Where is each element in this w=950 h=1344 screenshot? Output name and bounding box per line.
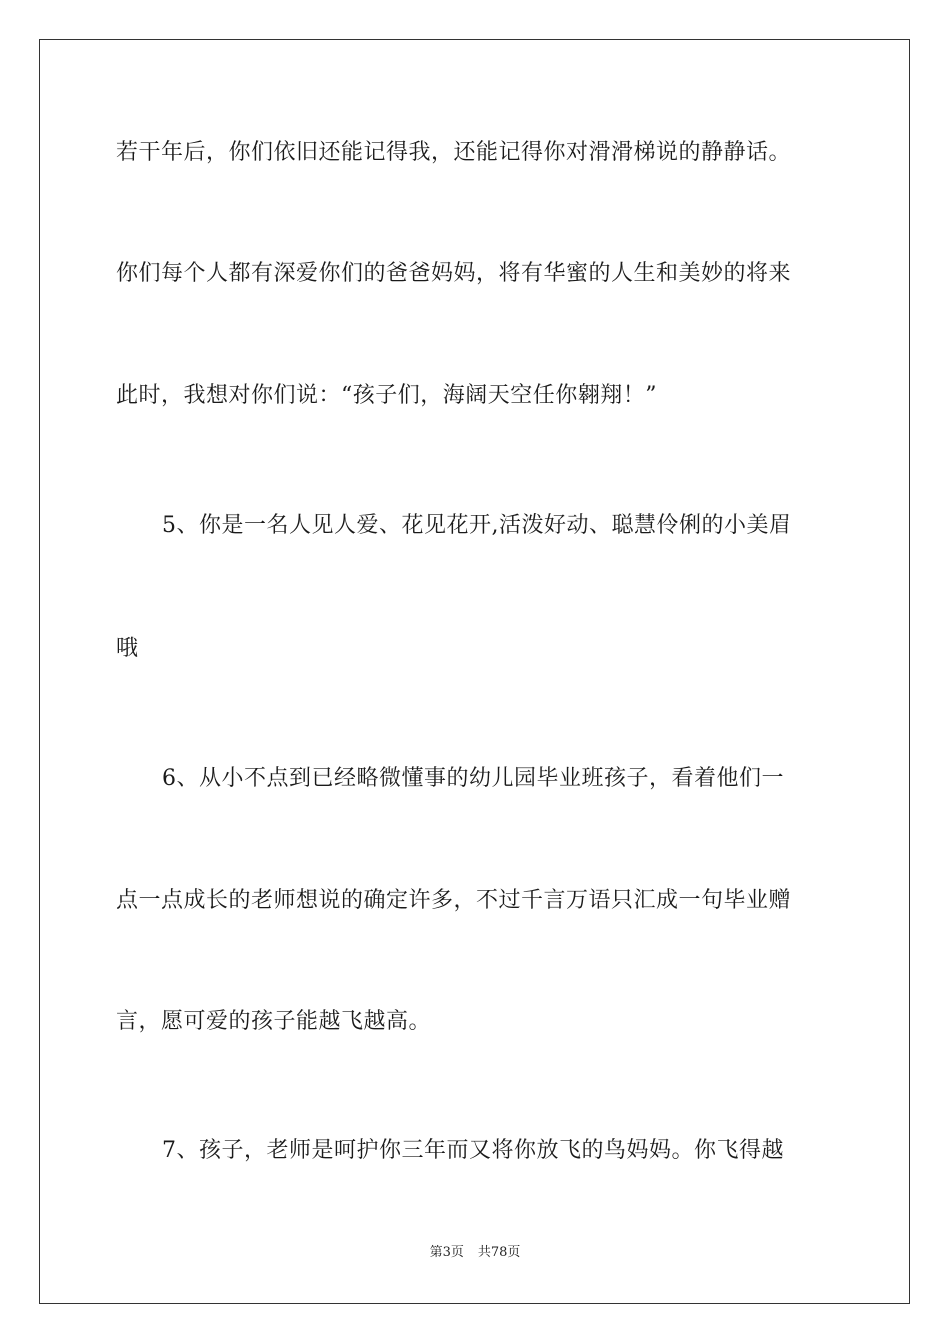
text-line-7: 点一点成长的老师想说的确定许多，不过千言万语只汇成一句毕业赠	[116, 888, 792, 913]
page-total: 共78页	[477, 1245, 521, 1260]
text-line-6: 6、从小不点到已经略微懂事的幼儿园毕业班孩子，看着他们一	[162, 766, 784, 791]
text-line-2: 你们每个人都有深爱你们的爸爸妈妈，将有华蜜的人生和美妙的将来	[116, 261, 792, 286]
text-line-5: 哦	[116, 636, 139, 661]
text-line-3: 此时，我想对你们说：“孩子们，海阔天空任你翱翔！”	[116, 383, 657, 408]
text-line-1: 若干年后，你们依旧还能记得我，还能记得你对滑滑梯说的静静话。	[116, 140, 792, 165]
page-border	[39, 39, 910, 1304]
page-number: 第3页	[429, 1245, 464, 1260]
text-line-9: 7、孩子，老师是呵护你三年而又将你放飞的鸟妈妈。你飞得越	[162, 1138, 784, 1163]
text-line-4: 5、你是一名人见人爱、花见花开,活泼好动、聪慧伶俐的小美眉	[162, 513, 792, 538]
page-footer	[0, 1244, 950, 1262]
text-line-8: 言，愿可爱的孩子能越飞越高。	[116, 1009, 432, 1034]
